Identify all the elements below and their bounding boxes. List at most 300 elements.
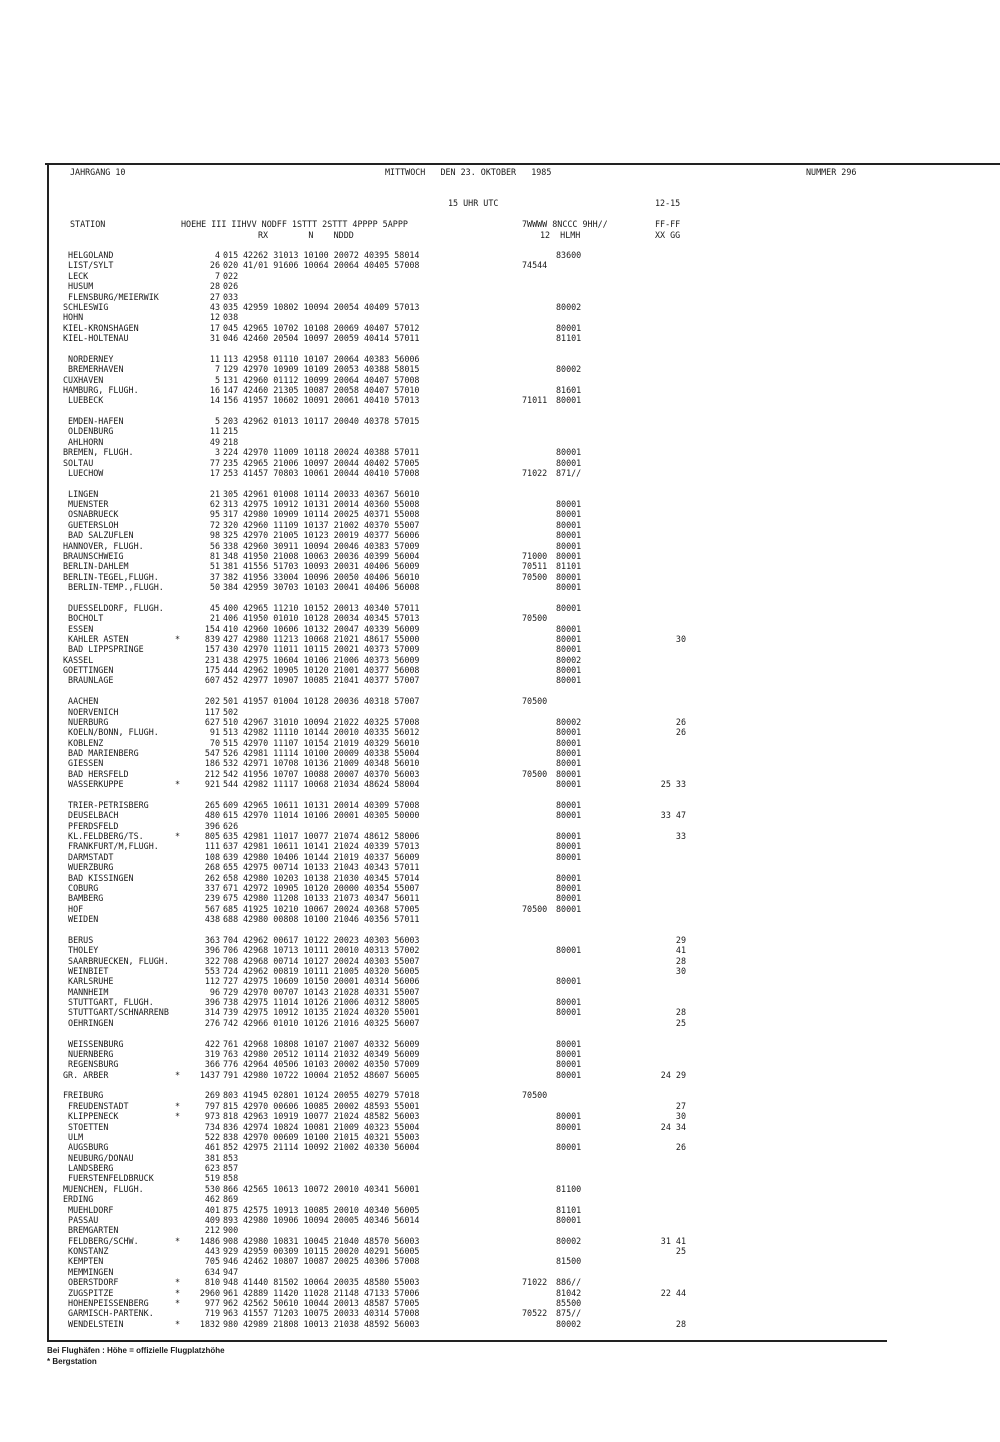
table-row <box>0 572 1000 582</box>
station-name: EMDEN-HAFEN <box>63 416 124 426</box>
table-row <box>0 665 1000 675</box>
station-height: 522 <box>204 1131 220 1142</box>
groups-column-header: 7WWWW 8NCCC 9HH// <box>522 219 608 229</box>
station-name: LINGEN <box>63 488 99 499</box>
station-height: 519 <box>204 1173 220 1184</box>
synop-groups: 42980 10722 10004 21052 48607 56005 <box>243 1069 420 1080</box>
station-number: 866 <box>223 1183 239 1194</box>
station-number: 320 <box>223 519 239 530</box>
station-height: 37 <box>209 571 220 582</box>
group-separator <box>0 478 1000 488</box>
station-number: 836 <box>223 1121 239 1132</box>
station-height: 973 <box>204 1111 220 1122</box>
cloud-group: 875// <box>556 1308 582 1319</box>
synop-groups: 42460 21305 10087 20058 40407 57010 <box>243 384 420 395</box>
station-number: 615 <box>223 810 239 821</box>
table-row <box>0 302 1000 312</box>
group-separator <box>0 343 1000 353</box>
station-name: GR. ARBER <box>63 1069 109 1080</box>
table-row <box>0 416 1000 426</box>
station-number: 763 <box>223 1048 239 1059</box>
table-row <box>0 935 1000 945</box>
table-row <box>0 1122 1000 1132</box>
station-name: BREMERHAVEN <box>63 364 124 375</box>
station-height: 186 <box>204 758 220 769</box>
station-height: 719 <box>204 1308 220 1319</box>
station-height: 462 <box>204 1194 220 1205</box>
station-name: AACHEN <box>63 696 99 707</box>
wind-gust: 29 <box>675 934 686 945</box>
table-row <box>0 1090 1000 1100</box>
station-name: KL.FELDBERG/TS. <box>63 831 144 841</box>
station-name: CUXHAVEN <box>63 374 104 385</box>
synop-groups: 42981 11114 10100 20009 40338 55004 <box>243 748 420 758</box>
station-height: 21 <box>209 488 220 499</box>
mountain-marker: * <box>175 1235 181 1246</box>
weather-group: 71011 <box>522 395 548 406</box>
synop-groups: 42977 10907 10085 21041 40377 57007 <box>243 675 420 686</box>
group-separator <box>0 1028 1000 1038</box>
cloud-group: 80001 <box>556 602 582 613</box>
station-number: 947 <box>223 1266 239 1277</box>
synop-groups: 42262 31013 10100 20072 40395 58014 <box>243 250 420 260</box>
station-number: 742 <box>223 1017 239 1028</box>
station-name: BAD SALZUFLEN <box>63 530 134 541</box>
station-name: BRAUNLAGE <box>63 675 114 686</box>
table-row <box>0 800 1000 810</box>
table-row <box>0 1142 1000 1152</box>
station-number: 635 <box>223 831 239 841</box>
table-row <box>0 893 1000 903</box>
table-row <box>0 1225 1000 1235</box>
weather-group: 70500 <box>522 903 548 914</box>
station-name: OEHRINGEN <box>63 1017 114 1028</box>
station-height: 553 <box>204 965 220 976</box>
table-row <box>0 738 1000 748</box>
mountain-marker: * <box>175 633 181 644</box>
synop-groups: 42968 10713 10111 20010 40313 57002 <box>243 945 420 956</box>
wind-gust: 25 33 <box>660 779 686 790</box>
weather-group: 70500 <box>522 768 548 779</box>
table-row <box>0 644 1000 654</box>
synop-groups: 41556 51703 10093 20031 40406 56009 <box>243 561 420 572</box>
cloud-group: 81101 <box>556 333 582 343</box>
station-name: KARLSRUHE <box>63 976 114 987</box>
station-name: BERLIN-TEMP.,FLUGH. <box>63 582 164 592</box>
station-number: 305 <box>223 488 239 499</box>
station-name: BAD MARIENBERG <box>63 748 139 758</box>
group-separator <box>0 790 1000 800</box>
wind-gust: 30 <box>675 1111 686 1122</box>
synop-groups: 42961 01008 10114 20033 40367 56010 <box>243 488 420 499</box>
synop-groups: 42972 10905 10120 20000 40354 55007 <box>243 882 420 893</box>
table-row <box>0 323 1000 333</box>
station-number: 020 <box>223 260 239 271</box>
synop-groups: 42980 00808 10100 21046 40356 57011 <box>243 914 420 924</box>
table-row <box>0 271 1000 281</box>
cloud-group: 80001 <box>556 540 582 551</box>
wind-gust: 27 <box>675 1100 686 1111</box>
station-height: 81 <box>209 550 220 561</box>
station-number: 929 <box>223 1246 239 1256</box>
table-row <box>0 1288 1000 1298</box>
cloud-group: 81101 <box>556 1204 582 1215</box>
synop-groups: 42980 10203 10138 21030 40345 57014 <box>243 872 420 883</box>
synop-groups: 42980 10406 10144 21019 40337 56009 <box>243 851 420 862</box>
station-number: 908 <box>223 1235 239 1246</box>
station-number: 637 <box>223 841 239 852</box>
cloud-group: 80001 <box>556 509 582 520</box>
station-height: 4 <box>214 250 220 260</box>
group-separator <box>0 1080 1000 1090</box>
station-height: 21 <box>209 613 220 624</box>
station-number: 639 <box>223 851 239 862</box>
table-row <box>0 458 1000 468</box>
station-name: GUETERSLOH <box>63 519 119 530</box>
station-number: 510 <box>223 716 239 727</box>
station-number: 381 <box>223 561 239 572</box>
station-height: 5 <box>214 374 220 385</box>
station-number: 858 <box>223 1173 239 1184</box>
station-number: 704 <box>223 934 239 945</box>
table-row <box>0 675 1000 685</box>
cloud-group: 81100 <box>556 1183 582 1194</box>
station-number: 706 <box>223 945 239 956</box>
table-row <box>0 292 1000 302</box>
synop-groups: 42970 11009 10118 20024 40388 57011 <box>243 447 420 458</box>
station-name: BREMEN, FLUGH. <box>63 447 134 458</box>
cloud-group: 80001 <box>556 447 582 458</box>
wind-gust: 30 <box>675 965 686 976</box>
station-name: LECK <box>63 270 89 281</box>
synop-groups: 42967 31010 10094 21022 40325 57008 <box>243 716 420 727</box>
synop-groups: 42975 00714 10133 21043 40343 57011 <box>243 862 420 873</box>
station-number: 962 <box>223 1297 239 1308</box>
cloud-group: 80001 <box>556 1111 582 1122</box>
station-height: 396 <box>204 820 220 831</box>
station-number: 900 <box>223 1225 239 1236</box>
cloud-group: 80001 <box>556 1007 582 1018</box>
station-name: HELGOLAND <box>63 250 114 260</box>
synop-groups: 42960 10606 10132 20047 40339 56009 <box>243 623 420 634</box>
station-name: NUERNBERG <box>63 1048 114 1059</box>
table-row <box>0 1308 1000 1318</box>
table-row <box>0 561 1000 571</box>
station-name: BAD HERSFELD <box>63 768 129 779</box>
station-name: REGENSBURG <box>63 1059 119 1070</box>
station-number: 317 <box>223 509 239 520</box>
synop-groups: 42889 11420 11028 21148 47133 57006 <box>243 1287 420 1298</box>
station-name: WEISSENBURG <box>63 1038 124 1049</box>
station-number: 325 <box>223 530 239 541</box>
station-number: 727 <box>223 976 239 987</box>
station-name: BERLIN-TEGEL,FLUGH. <box>63 571 159 582</box>
station-name: BAMBERG <box>63 893 104 904</box>
table-row <box>0 758 1000 768</box>
station-height: 51 <box>209 561 220 572</box>
table-row <box>0 551 1000 561</box>
station-height: 62 <box>209 499 220 509</box>
station-number: 857 <box>223 1163 239 1173</box>
station-height: 175 <box>204 665 220 675</box>
station-number: 708 <box>223 955 239 966</box>
station-number: 818 <box>223 1111 239 1122</box>
cloud-group: 80001 <box>556 1069 582 1080</box>
wind-gust: 33 47 <box>660 810 686 821</box>
station-number: 384 <box>223 582 239 592</box>
station-height: 1437 <box>199 1069 220 1080</box>
station-name: LANDSBERG <box>63 1163 114 1173</box>
station-name: SCHLESWIG <box>63 301 109 312</box>
cloud-group: 80001 <box>556 893 582 904</box>
table-row <box>0 541 1000 551</box>
station-name: STUTTGART, FLUGH. <box>63 997 154 1007</box>
station-height: 396 <box>204 997 220 1007</box>
synop-groups: 42975 10912 10135 21024 40320 55001 <box>243 1007 420 1018</box>
synop-groups: 42963 10919 10077 21024 48582 56003 <box>243 1111 420 1122</box>
cloud-group: 81101 <box>556 561 582 572</box>
station-name: KONSTANZ <box>63 1246 109 1256</box>
mountain-marker: * <box>175 831 181 841</box>
synop-groups: 42959 00309 10115 20020 40291 56005 <box>243 1246 420 1256</box>
table-row <box>0 260 1000 270</box>
station-name: BERLIN-DAHLEM <box>63 561 129 572</box>
station-number: 235 <box>223 457 239 468</box>
wind-gust: 28 <box>675 1007 686 1018</box>
wind-gust: 26 <box>675 716 686 727</box>
station-number: 046 <box>223 333 239 343</box>
station-name: ULM <box>63 1131 84 1142</box>
synop-groups: 42462 10807 10087 20025 40306 57008 <box>243 1256 420 1267</box>
station-name: FUERSTENFELDBRUCK <box>63 1173 154 1184</box>
station-name: HOHENPEISSENBERG <box>63 1297 149 1308</box>
table-row <box>0 841 1000 851</box>
cloud-group: 80001 <box>556 1038 582 1049</box>
synop-groups: 42970 00707 10143 21028 40331 55007 <box>243 986 420 997</box>
cloud-group: 80001 <box>556 737 582 748</box>
station-number: 203 <box>223 416 239 426</box>
synop-groups: 41950 01010 10128 20034 40345 57013 <box>243 613 420 624</box>
station-number: 791 <box>223 1069 239 1080</box>
cloud-group: 80001 <box>556 395 582 406</box>
station-number: 026 <box>223 281 239 292</box>
cloud-group: 80001 <box>556 903 582 914</box>
weather-group: 70511 <box>522 561 548 572</box>
synop-groups: 42974 10824 10081 21009 40323 55004 <box>243 1121 420 1132</box>
table-row <box>0 1039 1000 1049</box>
station-number: 609 <box>223 799 239 810</box>
station-height: 231 <box>204 654 220 665</box>
synop-groups: 42971 10708 10136 21009 40348 56010 <box>243 758 420 769</box>
codes-column-header: HOEHE III IIHVV NODFF 1STTT 2STTT 4PPPP 5APPP <box>181 219 408 229</box>
station-height: 50 <box>209 582 220 592</box>
synop-groups: 42958 01110 10107 20064 40383 56006 <box>243 353 420 364</box>
table-row <box>0 312 1000 322</box>
date-label: MITTWOCH DEN 23. OKTOBER 1985 <box>385 167 552 177</box>
synop-groups: 42960 01112 10099 20064 40407 57008 <box>243 374 420 385</box>
weather-group: 70522 <box>522 1308 548 1319</box>
station-height: 112 <box>204 976 220 987</box>
station-number: 869 <box>223 1194 239 1205</box>
weather-group: 71022 <box>522 467 548 478</box>
station-name: HANNOVER, FLUGH. <box>63 540 144 551</box>
weather-group: 70500 <box>522 613 548 624</box>
station-height: 77 <box>209 457 220 468</box>
cloud-group: 80002 <box>556 1318 582 1329</box>
weather-group: 71022 <box>522 1277 548 1288</box>
codes-column-subheader: RX N NDDD <box>258 230 354 240</box>
station-height: 322 <box>204 955 220 966</box>
station-name: KLIPPENECK <box>63 1111 119 1122</box>
station-height: 262 <box>204 872 220 883</box>
table-row <box>0 831 1000 841</box>
synop-groups: 41440 81502 10064 20035 48580 55003 <box>243 1277 420 1288</box>
station-name: GARMISCH-PARTENK. <box>63 1308 154 1319</box>
table-row <box>0 696 1000 706</box>
station-height: 607 <box>204 675 220 686</box>
station-number: 803 <box>223 1090 239 1101</box>
station-height: 111 <box>204 841 220 852</box>
table-row <box>0 821 1000 831</box>
station-name: STUTTGART/SCHNARRENB <box>63 1007 169 1018</box>
station-number: 501 <box>223 696 239 707</box>
station-number: 452 <box>223 675 239 686</box>
station-name: SAARBRUECKEN, FLUGH. <box>63 955 169 966</box>
station-height: 438 <box>204 914 220 924</box>
synop-groups: 42959 30703 10103 20041 40406 56008 <box>243 582 420 592</box>
weather-group: 70500 <box>522 1090 548 1101</box>
station-height: 977 <box>204 1297 220 1308</box>
cloud-group: 81042 <box>556 1287 582 1298</box>
station-height: 797 <box>204 1100 220 1111</box>
station-number: 338 <box>223 540 239 551</box>
station-height: 734 <box>204 1121 220 1132</box>
cloud-group: 80002 <box>556 1235 582 1246</box>
mountain-marker: * <box>175 1318 181 1329</box>
station-height: 461 <box>204 1142 220 1153</box>
cloud-group: 83600 <box>556 250 582 260</box>
cloud-group: 80002 <box>556 716 582 727</box>
cloud-group: 80001 <box>556 571 582 582</box>
synop-groups: 42962 00819 10111 21005 40320 56005 <box>243 965 420 976</box>
station-height: 265 <box>204 799 220 810</box>
station-height: 409 <box>204 1214 220 1225</box>
synop-groups: 41956 10707 10088 20007 40370 56003 <box>243 768 420 779</box>
wind-gust: 24 29 <box>660 1069 686 1080</box>
station-number: 129 <box>223 364 239 375</box>
table-row <box>0 717 1000 727</box>
station-height: 268 <box>204 862 220 873</box>
footnote-mountain-station: * Bergstation <box>47 1357 97 1366</box>
synop-groups: 42964 40506 10103 20002 40350 57009 <box>243 1059 420 1070</box>
table-row <box>0 945 1000 955</box>
station-height: 96 <box>209 986 220 997</box>
synop-groups: 42960 11109 10137 21002 40370 55007 <box>243 519 420 530</box>
station-height: 43 <box>209 301 220 312</box>
station-height: 31 <box>209 333 220 343</box>
station-number: 313 <box>223 499 239 509</box>
station-number: 948 <box>223 1277 239 1288</box>
synop-groups: 41/01 91606 10064 20064 40405 57008 <box>243 260 420 271</box>
station-number: 963 <box>223 1308 239 1319</box>
synop-groups: 42975 10609 10150 20001 40314 56006 <box>243 976 420 987</box>
mountain-marker: * <box>175 1111 181 1122</box>
station-name: PASSAU <box>63 1214 99 1225</box>
station-height: 12 <box>209 312 220 323</box>
station-name: ESSEN <box>63 623 94 634</box>
station-column-header: STATION <box>70 219 106 229</box>
station-height: 634 <box>204 1266 220 1277</box>
station-name: DUESSELDORF, FLUGH. <box>63 602 164 613</box>
table-row <box>0 883 1000 893</box>
station-height: 14 <box>209 395 220 406</box>
bottom-border <box>47 1340 887 1342</box>
wind-gust: 31 41 <box>660 1235 686 1246</box>
synop-groups: 42968 10808 10107 21007 40332 56009 <box>243 1038 420 1049</box>
synop-groups: 42980 11213 10068 21021 48617 55000 <box>243 633 420 644</box>
station-name: NUERBURG <box>63 716 109 727</box>
cloud-group: 80001 <box>556 727 582 738</box>
synop-groups: 42962 10905 10120 21001 40377 56008 <box>243 665 420 675</box>
cloud-group: 871// <box>556 467 582 478</box>
station-height: 3 <box>214 447 220 458</box>
station-height: 26 <box>209 260 220 271</box>
table-row <box>0 364 1000 374</box>
station-name: BERUS <box>63 934 94 945</box>
synop-groups: 41457 70803 10061 20044 40410 57008 <box>243 467 420 478</box>
mountain-marker: * <box>175 1297 181 1308</box>
table-row <box>0 966 1000 976</box>
station-number: 218 <box>223 436 239 447</box>
table-row <box>0 395 1000 405</box>
station-height: 547 <box>204 748 220 758</box>
table-row <box>0 520 1000 530</box>
wind-gust: 25 <box>675 1017 686 1028</box>
synop-groups: 42970 00606 10085 20002 48593 55001 <box>243 1100 420 1111</box>
cloud-group: 80001 <box>556 768 582 779</box>
cloud-group: 80001 <box>556 851 582 862</box>
station-name: NORDERNEY <box>63 353 114 364</box>
wind-gust: 30 <box>675 633 686 644</box>
station-name: HOF <box>63 903 84 914</box>
synop-groups: 42975 11014 10126 21006 40312 58005 <box>243 997 420 1007</box>
station-height: 422 <box>204 1038 220 1049</box>
station-number: 675 <box>223 893 239 904</box>
synop-groups: 42975 10604 10106 21006 40373 56009 <box>243 654 420 665</box>
station-number: 410 <box>223 623 239 634</box>
cloud-group: 80001 <box>556 810 582 821</box>
station-height: 11 <box>209 353 220 364</box>
wind-gust: 25 <box>675 1246 686 1256</box>
station-height: 108 <box>204 851 220 862</box>
station-name: SOLTAU <box>63 457 94 468</box>
station-number: 147 <box>223 384 239 395</box>
table-row <box>0 707 1000 717</box>
station-number: 961 <box>223 1287 239 1298</box>
table-row <box>0 489 1000 499</box>
station-name: BRAUNSCHWEIG <box>63 550 124 561</box>
table-row <box>0 582 1000 592</box>
station-height: 56 <box>209 540 220 551</box>
station-number: 852 <box>223 1142 239 1153</box>
station-number: 542 <box>223 768 239 779</box>
cloud-group: 80001 <box>556 841 582 852</box>
synop-groups: 41945 02801 10124 20055 40279 57018 <box>243 1090 420 1101</box>
table-row <box>0 748 1000 758</box>
station-height: 154 <box>204 623 220 634</box>
synop-groups: 42965 11210 10152 20013 40340 57011 <box>243 602 420 613</box>
station-height: 157 <box>204 644 220 655</box>
